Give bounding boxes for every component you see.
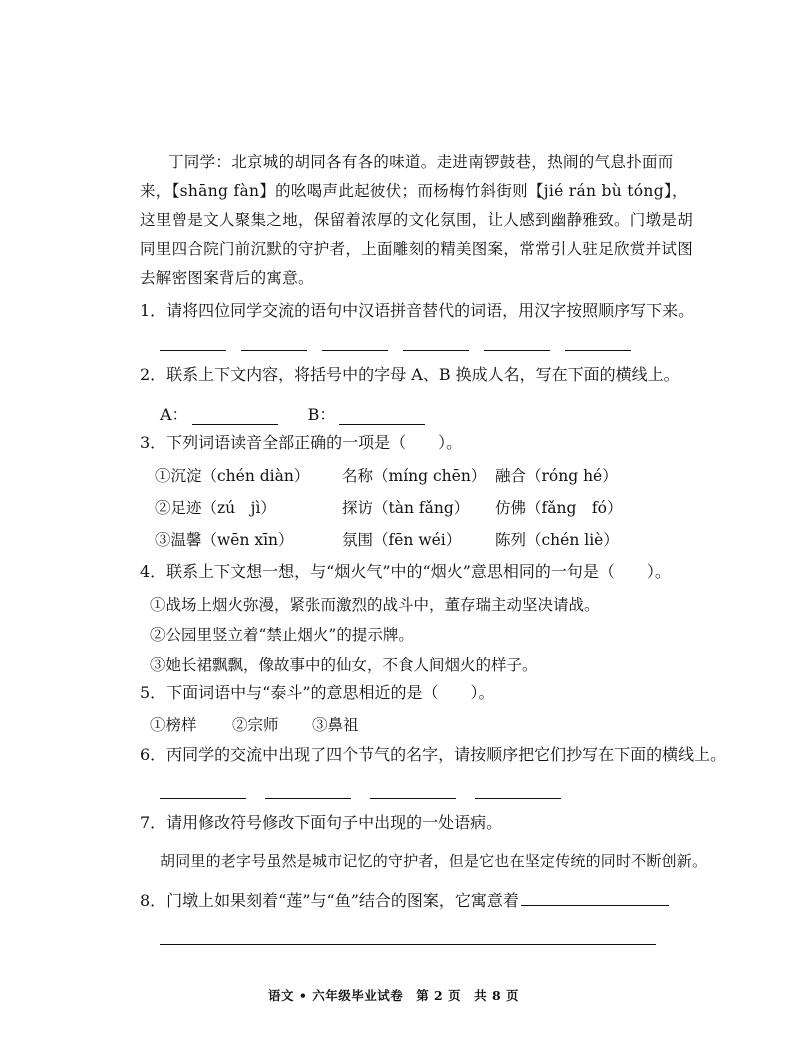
q6-blank-4[interactable] [475,780,561,799]
question-2: 2．联系上下文内容，将括号中的字母 A、B 换成人名，写在下面的横线上。 [140,365,680,384]
q2-label-b: B： [307,405,336,424]
q6-blank-3[interactable] [370,780,456,799]
question-3: 3．下列词语读音全部正确的一项是（ ）。 [140,433,463,452]
question-6: 6．丙同学的交流中出现了四个节气的名字，请按顺序把它们抄写在下面的横线上。 [140,745,727,764]
q2-blank-a[interactable] [192,406,278,425]
q5-option-3: ③鼻祖 [312,716,359,734]
q1-blank-4[interactable] [403,332,469,351]
q3-word: 仿佛（fǎng fó） [495,499,623,517]
q3-word: 陈列（chén liè） [495,531,619,549]
q3-word: ①沉淀（chén diàn） [155,467,310,485]
q1-blank-2[interactable] [241,332,307,351]
q6-blank-1[interactable] [160,780,246,799]
q6-blank-2[interactable] [265,780,351,799]
q1-blank-5[interactable] [484,332,550,351]
q6-answer-blanks [160,780,561,799]
q5-option-1: ①榜样 [150,716,197,734]
q5-option-2: ②宗师 [232,716,279,734]
q3-word: 名称（míng chēn） [342,467,487,485]
q3-word: ③温馨（wēn xīn） [155,531,294,549]
q4-option-3: ③她长裙飘飘，像故事中的仙女，不食人间烟火的样子。 [150,656,538,674]
q1-blank-3[interactable] [322,332,388,351]
q8-text: 8．门墩上如果刻着“莲”与“鱼”结合的图案，它寓意着 [140,891,519,910]
q4-option-2: ②公园里竖立着“禁止烟火”的提示牌。 [150,626,414,644]
q8-blank-inline[interactable] [521,891,669,906]
q8-blank-line[interactable] [160,944,656,945]
q2-answer-row [160,402,425,425]
passage-text: 丁同学：北京城的胡同各有各的味道。走进南锣鼓巷，热闹的气息扑面而来，【shāng fàn】的吆喝声此起彼伏；而杨梅竹斜街则【jié rán bù tóng】，这里曾是文人聚集之地，保留着浓厚的文化氛围，让人感到幽静雅致。门墩是胡同里四合院门前沉默的守护者，上面雕刻的精美图案，常常引人驻足欣赏并试图去解密图案背后的寓意。 [140,153,694,287]
q3-word: ②足迹（zú jì） [155,499,276,517]
q4-option-1: ①战场上烟火弥漫，紧张而激烈的战斗中，董存瑞主动坚决请战。 [150,596,600,614]
q3-word: 氛围（fēn wéi） [342,531,462,549]
q2-label-a: A： [160,405,188,424]
q7-sentence: 胡同里的老字号虽然是城市记忆的守护者，但是它也在坚定传统的同时不断创新。 [160,852,708,870]
q1-blank-1[interactable] [160,332,226,351]
question-7: 7．请用修改符号修改下面句子中出现的一处语病。 [140,813,503,832]
q1-answer-blanks [160,332,631,351]
question-4: 4．联系上下文想一想，与“烟火气”中的“烟火”意思相同的一句是（ ）。 [140,562,671,581]
q1-blank-6[interactable] [565,332,631,351]
q3-word: 融合（róng hé） [495,467,618,485]
q3-word: 探访（tàn fǎng） [342,499,470,517]
question-1: 1．请将四位同学交流的语句中汉语拼音替代的词语，用汉字按照顺序写下来。 [140,301,695,320]
question-5: 5．下面词语中与“泰斗”的意思相近的是（ ）。 [140,683,495,702]
page-footer: 语文 • 六年级毕业试卷 第 2 页 共 8 页 [268,988,519,1003]
q2-blank-b[interactable] [339,406,425,425]
question-8 [140,890,669,912]
passage-paragraph [140,148,700,293]
